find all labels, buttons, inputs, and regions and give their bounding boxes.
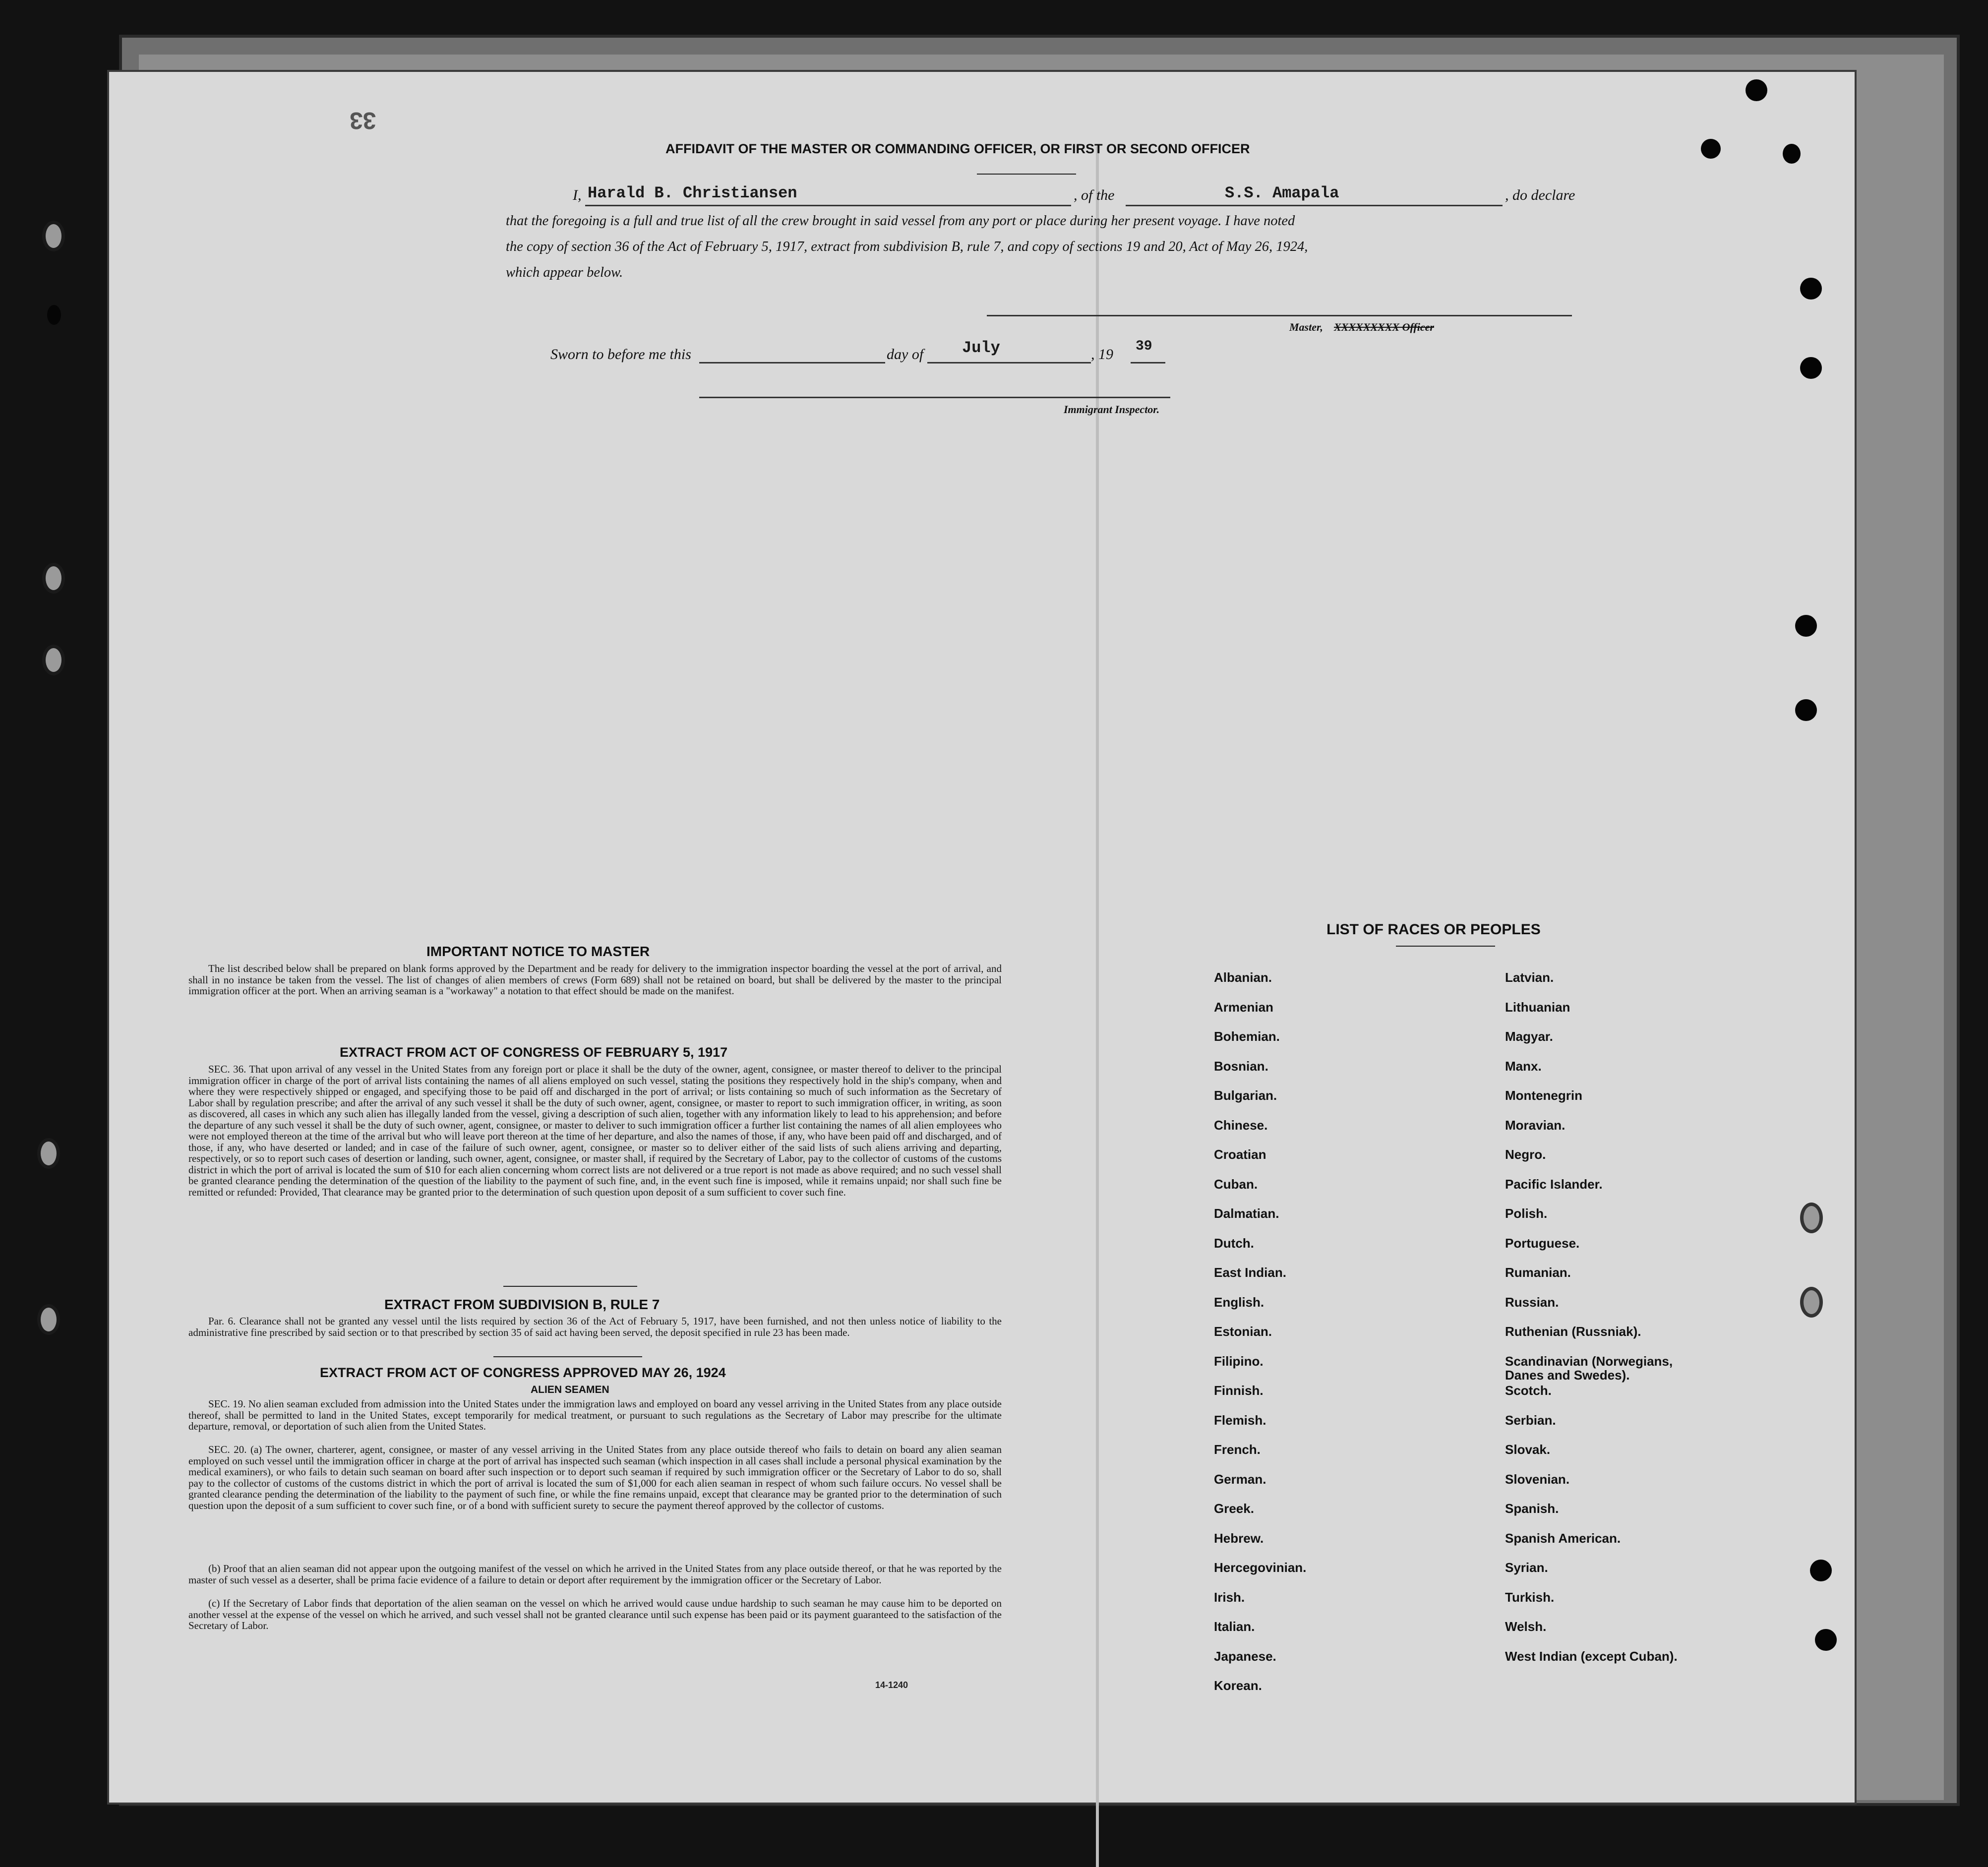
punch-hole [1800, 278, 1822, 300]
binder-ring [42, 645, 65, 675]
race-item: Russian. [1505, 1294, 1559, 1310]
race-item: Estonian. [1214, 1324, 1272, 1339]
race-item: Negro. [1505, 1147, 1546, 1162]
extract-1917-title: EXTRACT FROM ACT OF CONGRESS OF FEBRUARY 5, 1917 [340, 1045, 728, 1060]
race-item: Italian. [1214, 1619, 1255, 1634]
punch-hole [1810, 1560, 1832, 1581]
race-item: German. [1214, 1471, 1266, 1487]
day-of-label: day of [887, 346, 924, 362]
year-prefix: , 19 [1091, 346, 1113, 362]
race-item: Spanish. [1505, 1501, 1559, 1516]
race-item: Latvian. [1505, 970, 1554, 985]
races-title: LIST OF RACES OR PEOPLES [1326, 921, 1541, 938]
race-item: Ruthenian (Russniak). [1505, 1324, 1641, 1339]
race-item: Turkish. [1505, 1589, 1555, 1605]
extract-1917-text: SEC. 36. That upon arrival of any vessel in the United States from any foreign port or place it shall be the duty of the owner, agent, consignee, or master thereof to deliver to the principal immigration officer in charge of the port of arrival lists containing the names of all aliens employed on such vessel, stating the positions they respectively hold in the ship's company, when and where they were respectively shipped or engaged, and specifying those to be paid off and discharged in the port of arrival; or lists containing so much of such information as the Secretary of Labor shall by regulation prescribe; and after the arrival of any such vessel it shall be the duty of such owner, agent, consignee, or master to report to such immigration officer, in writing, as soon as discovered, all cases in which any such alien has illegally landed from the vessel, giving a description of such alien, together with any information likely to lead to his apprehension; and before the departure of any such vessel it shall be the duty of such owner, agent, consignee, or master to deliver to such immigration officer a further list containing the names of all alien employees who were not employed thereon at the time of the arrival but who will leave port thereon at the time of her departure, and also the names of those, if any, who have been paid off and discharged, and of those, if any, who have deserted or landed; and in case of the failure of such owner, agent, consignee, or master so to deliver either of the said lists of such aliens arriving and departing, respectively, or so to report such cases of desertion or landing, such owner, agent, consignee, or master shall, if required by the Secretary of Labor, pay to the collector of customs of the customs district in which the port of arrival is located the sum of $10 for each alien concerning whom correct lists are not delivered or a true report is not made as above required; and no such vessel shall be granted clearance pending the determination of the question of the liability to the payment of such fine, and, in the event such fine is imposed, while it remains unpaid; nor shall such fine be remitted or refunded: Provided, That clearance may be granted prior to the determination of such question upon deposit of a sum sufficient to cover such fine. [188, 1063, 1002, 1198]
punch-hole [1795, 615, 1817, 637]
sworn-label: Sworn to before me this [550, 346, 691, 362]
race-item: Syrian. [1505, 1560, 1548, 1575]
extract-1924-title: EXTRACT FROM ACT OF CONGRESS APPROVED MAY 26, 1924 [320, 1365, 726, 1380]
binder-ring [1800, 1287, 1823, 1318]
prefix-i: I, [573, 187, 582, 203]
race-item: Filipino. [1214, 1353, 1264, 1369]
binder-ring [42, 563, 65, 594]
signature-line [987, 315, 1572, 316]
race-item: Korean. [1214, 1678, 1262, 1693]
races-left-column [1214, 970, 1306, 1708]
race-item: Dalmatian. [1214, 1206, 1279, 1221]
race-item: Bohemian. [1214, 1029, 1280, 1044]
race-item: Lithuanian [1505, 999, 1570, 1015]
notice-title: IMPORTANT NOTICE TO MASTER [426, 944, 650, 959]
sworn-day-line [699, 362, 885, 363]
race-item: Japanese. [1214, 1648, 1276, 1664]
affidavit-body-1: that the foregoing is a full and true list of all the crew brought in said vessel from any port or place during her present voyage. I have noted [506, 213, 1295, 229]
title-rule [977, 174, 1076, 175]
sec20b-text: (b) Proof that an alien seaman did not appear upon the outgoing manifest of the vessel on which he arrived in the United States from any place outside thereof, or that he was reported by the master of such vessel as a deserter, shall be prima facie evidence of a failure to detain or deport after requirement by the immigration officer or the Secretary of Labor. [188, 1563, 1002, 1586]
race-item: Moravian. [1505, 1117, 1566, 1133]
race-item: Chinese. [1214, 1117, 1268, 1133]
punch-hole [1815, 1629, 1837, 1651]
binder-ring [42, 221, 65, 251]
race-item: Hebrew. [1214, 1530, 1264, 1546]
affidavit-body-2: the copy of section 36 of the Act of February 5, 1917, extract from subdivision B, rule 7, and copy of sections 19 and 20, Act of May 26, 1924, [506, 239, 1308, 254]
race-item: East Indian. [1214, 1265, 1286, 1280]
race-item: Portuguese. [1505, 1235, 1580, 1251]
affidavit-body-3: which appear below. [506, 265, 623, 280]
of-the-label: , of the [1074, 187, 1115, 203]
form-sheet [109, 72, 1855, 1803]
race-item: Croatian [1214, 1147, 1266, 1162]
rule7-title: EXTRACT FROM SUBDIVISION B, RULE 7 [384, 1297, 660, 1312]
races-right-column [1505, 970, 1678, 1679]
race-item: Slovenian. [1505, 1471, 1570, 1487]
form-number: 14-1240 [875, 1680, 908, 1690]
punch-hole [1746, 79, 1767, 101]
binder-ring [37, 1138, 60, 1169]
punch-hole [1795, 699, 1817, 721]
race-item: Armenian [1214, 999, 1273, 1015]
punch-hole [1800, 357, 1822, 379]
race-item: Montenegrin [1505, 1088, 1582, 1103]
race-item: Scotch. [1505, 1383, 1552, 1398]
affidavit-title: AFFIDAVIT OF THE MASTER OR COMMANDING OFFICER, OR FIRST OR SECOND OFFICER [665, 141, 1250, 156]
race-item: Cuban. [1214, 1176, 1258, 1192]
race-item: Rumanian. [1505, 1265, 1571, 1280]
race-item: Irish. [1214, 1589, 1245, 1605]
rule7-text: Par. 6. Clearance shall not be granted any vessel until the lists required by section 36 of the Act of February 5, 1917, have been furnished, and not then unless notice of liability to the administrative fine prescribed by said section or to that prescribed by section 35 of said act having been served, the deposit specified in rule 23 has been made. [188, 1315, 1002, 1338]
race-item: French. [1214, 1442, 1261, 1457]
race-item: Hercegovinian. [1214, 1560, 1307, 1575]
master-label: Master, [1289, 321, 1323, 333]
punch-hole [1701, 139, 1721, 159]
binder-ring [1800, 1203, 1823, 1233]
race-item: Scandinavian (Norwegians, Danes and Swedes). [1505, 1353, 1673, 1383]
races-title-rule [1396, 946, 1495, 947]
sec20c-text: (c) If the Secretary of Labor finds that deportation of the alien seaman on the vessel on which he arrived would cause undue hardship to such seaman he may cause him to be deported on another vessel at the expense of the vessel on which he arrived, and such vessel shall not be granted clearance until such expense has been paid or its payment guaranteed to the satisfaction of the Secretary of Labor. [188, 1597, 1002, 1631]
race-item: Manx. [1505, 1058, 1542, 1074]
punch-hole [1783, 144, 1801, 164]
master-struck-text: XXXXXXXXX Officer [1334, 321, 1434, 333]
vessel-name: S.S. Amapala [1225, 184, 1339, 202]
divider-rule [503, 1286, 637, 1287]
sec20a-text: SEC. 20. (a) The owner, charterer, agent, consignee, or master of any vessel arriving in the United States from any place outside thereof who fails to detain on board any alien seaman employed on such vessel until the immigration officer in charge at the port of arrival has inspected such seaman (which inspection in all cases shall include a personal physical examination by the medical examiners), or who fails to detain such seaman on board after such inspection or to deport such seaman if required by such immigration officer or the Secretary of Labor to do so, shall pay to the collector of customs of the customs district in which the port of arrival is located the sum of $1,000 for each alien seaman in respect of whom such failure occurs. No vessel shall be granted clearance pending the determination of the liability to the payment of such fine, or while the fine remains unpaid, except that clearance may be granted prior to the determination of such question upon the deposit of a sum sufficient to cover such fine, or of a bond with sufficient surety to secure the payment thereof approved by the collector of customs. [188, 1444, 1002, 1511]
race-item: Dutch. [1214, 1235, 1254, 1251]
race-item: Spanish American. [1505, 1530, 1621, 1546]
name-line [585, 205, 1071, 206]
race-item: Slovak. [1505, 1442, 1551, 1457]
race-item: Bulgarian. [1214, 1088, 1277, 1103]
race-item: Greek. [1214, 1501, 1254, 1516]
year-suffix: 39 [1136, 339, 1152, 354]
binder-ring [37, 1304, 60, 1335]
stamped-number: 33 [350, 107, 376, 133]
year-line [1131, 362, 1165, 363]
race-item: West Indian (except Cuban). [1505, 1648, 1678, 1664]
sec19-text: SEC. 19. No alien seaman excluded from admission into the United States under the immigration laws and employed on board any vessel arriving in the United States from any place outside thereof, shall be permitted to land in the United States, except temporarily for medical treatment, or pursuant to such regulations as the Secretary of Labor may prescribe for the ultimate departure, removal, or deportation of such alien from the United States. [188, 1398, 1002, 1432]
race-item: Magyar. [1505, 1029, 1553, 1044]
race-item: Flemish. [1214, 1412, 1266, 1428]
sworn-month: July [962, 339, 1000, 357]
race-item: Finnish. [1214, 1383, 1264, 1398]
divider-rule [493, 1356, 642, 1357]
inspector-line [699, 397, 1170, 398]
master-name: Harald B. Christiansen [588, 184, 797, 202]
alien-seamen-subtitle: ALIEN SEAMEN [531, 1384, 609, 1395]
race-item: Pacific Islander. [1505, 1176, 1603, 1192]
binder-hole [47, 305, 61, 325]
vessel-line [1126, 205, 1503, 206]
race-item: Albanian. [1214, 970, 1272, 985]
do-declare-label: , do declare [1505, 187, 1575, 203]
race-item: Welsh. [1505, 1619, 1547, 1634]
race-item: Bosnian. [1214, 1058, 1268, 1074]
inspector-label: Immigrant Inspector. [1064, 403, 1160, 416]
race-item: Polish. [1505, 1206, 1548, 1221]
notice-text: The list described below shall be prepared on blank forms approved by the Department and be ready for delivery to the immigration inspector boarding the vessel at the port of arrival, and shall in no instance be taken from the vessel. The list of changes of alien members of crews (Form 689) shall not be retained on board, but shall be delivered by the master to the principal immigration officer at the port. When an arriving seaman is a "workaway" a notation to that effect should be made on the manifest. [188, 963, 1002, 997]
race-item: Serbian. [1505, 1412, 1556, 1428]
race-item: English. [1214, 1294, 1265, 1310]
month-line [927, 362, 1091, 363]
